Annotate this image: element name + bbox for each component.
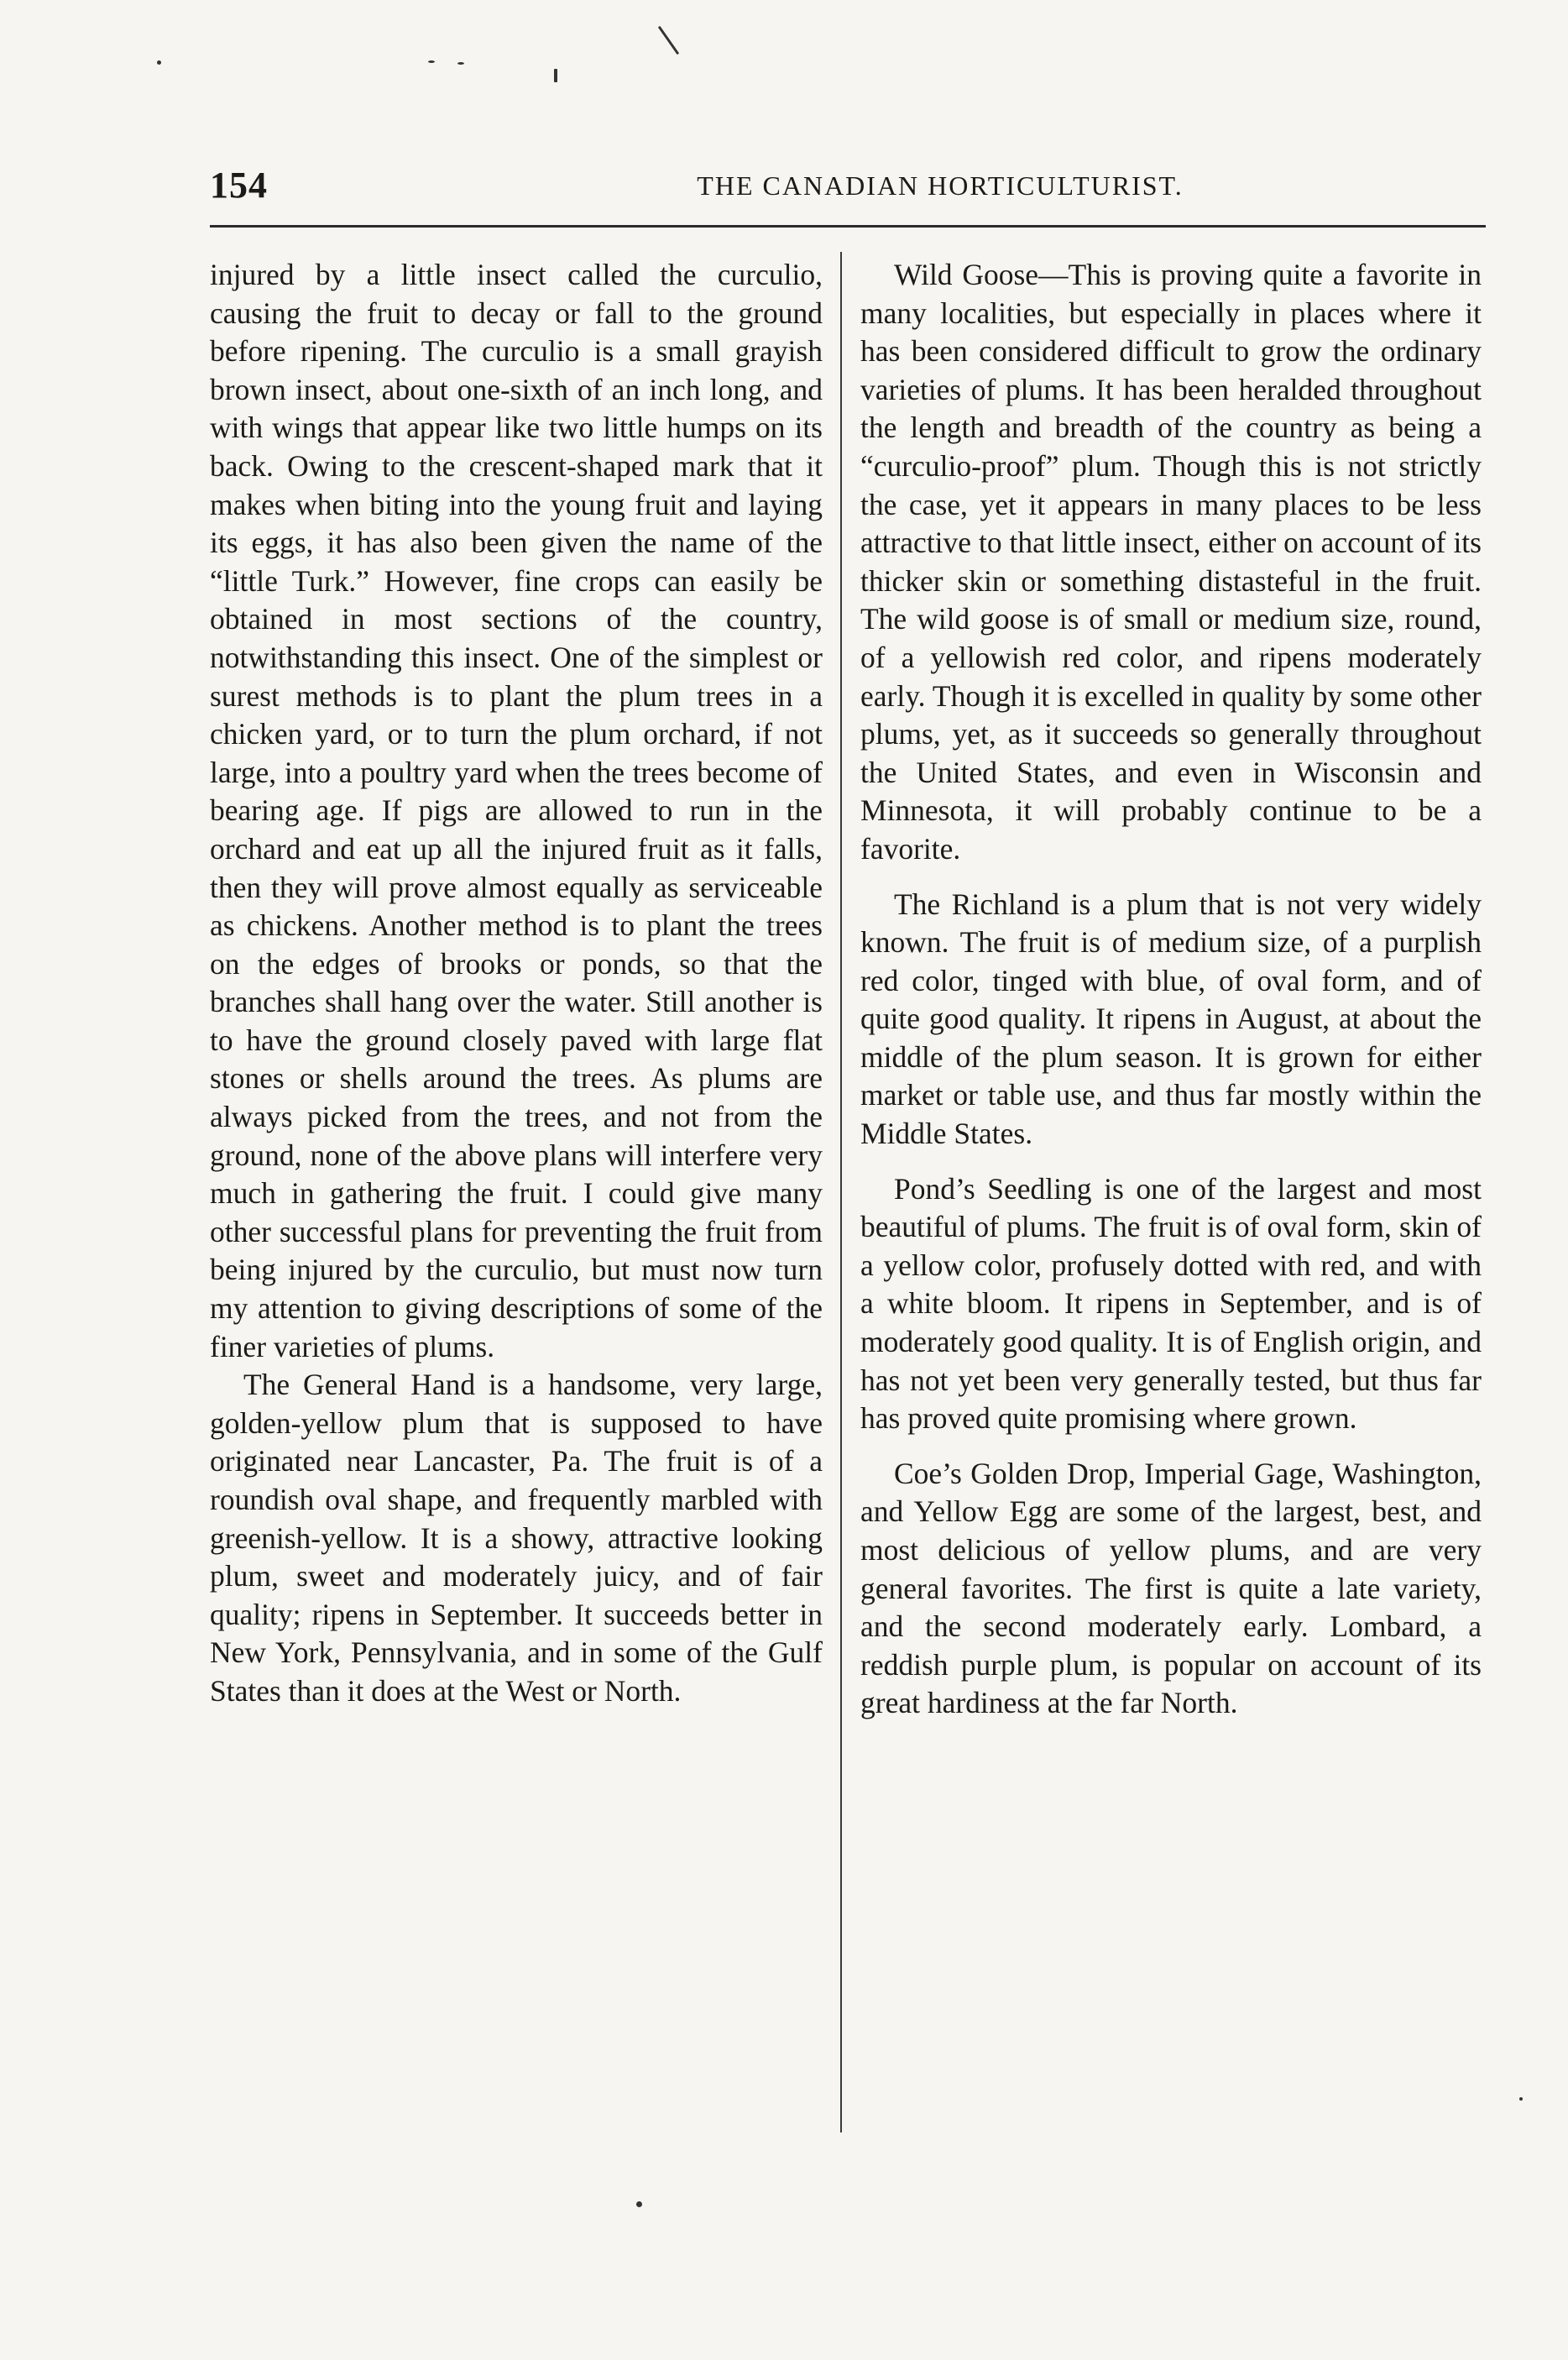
header-rule [210, 225, 1486, 228]
scan-speck [658, 26, 679, 55]
paragraph: injured by a little insect called the curculio, causing the fruit to decay or fall to the ground before ripening. The curculio is a small grayish brown insect, about one-sixth of an inch long, and with wings that appear like two little humps on its back. Owing to the crescent-shaped mark that it makes when biting into the young fruit and laying its eggs, it has also been given the name of the “little Turk.” However, fine crops can easily be obtained in most sections of the country, notwithstanding this insect. One of the simplest or surest methods is to plant the plum trees in a chicken yard, or to turn the plum orchard, if not large, into a poultry yard when the trees become of bearing age. If pigs are allowed to run in the orchard and eat up all the injured fruit as it falls, then they will prove almost equally as serviceable as chickens. Another method is to plant the trees on the edges of brooks or ponds, so that the branches shall hang over the water. Still another is to have the ground closely paved with large flat stones or shells around the trees. As plums are always picked from the trees, and not from the ground, none of the above plans will interfere very much in gathering the fruit. I could give many other successful plans for preventing the fruit from being injured by the curculio, but must now turn my attention to giving descriptions of some of the finer varieties of plums. [210, 258, 823, 1363]
left-column [210, 256, 823, 1711]
page-header [210, 164, 1486, 222]
paragraph: The General Hand is a handsome, very large, golden-yellow plum that is supposed to have originated near Lancaster, Pa. The fruit is of a roundish oval shape, and frequently marbled with greenish-yellow. It is a showy, attractive looking plum, sweet and moderately juicy, and of fair quality; ripens in September. It succeeds better in New York, Pennsylvania, and in some of the Gulf States than it does at the West or North. [210, 1368, 823, 1708]
scan-speck [428, 60, 435, 63]
scan-speck [636, 2201, 642, 2207]
scan-speck [554, 69, 557, 82]
scan-speck [157, 60, 161, 65]
scan-speck [1519, 2097, 1523, 2101]
scan-speck [457, 62, 464, 65]
paragraph: Coe’s Golden Drop, Imperial Gage, Washington, and Yellow Egg are some of the largest, best, and most delicious of yellow plums, and are very general favorites. The first is quite a late variety, and the second moderately early. Lombard, a reddish purple plum, is popular on account of its great hardiness at the far North. [860, 1456, 1482, 1720]
running-head: THE CANADIAN HORTICULTURIST. [697, 170, 1184, 201]
column-rule [840, 252, 842, 2132]
paragraph: Pond’s Seedling is one of the largest and most beautiful of plums. The fruit is of oval form, skin of a yellow color, profusely dotted with red, and with a white bloom. It ripens in September, and is of moderately good quality. It is of English origin, and has not yet been very generally tested, but thus far has proved quite promising where grown. [860, 1171, 1482, 1436]
right-column [860, 256, 1482, 1723]
paragraph: The Richland is a plum that is not very widely known. The fruit is of medium size, of a purplish red color, tinged with blue, of oval form, and of quite good quality. It ripens in August, at about the middle of the plum season. It is grown for either market or table use, and thus far mostly within the Middle States. [860, 887, 1482, 1151]
page-number: 154 [210, 165, 268, 206]
paragraph: Wild Goose—This is proving quite a favorite in many localities, but especially in places where it has been considered difficult to grow the ordinary varieties of plums. It has been heralded throughout the length and breadth of the country as being a “curculio-proof” plum. Though this is not strictly the case, yet it appears in many places to be less attractive to that little insect, either on account of its thicker skin or something distasteful in the fruit. The wild goose is of small or medium size, round, of a yellowish red color, and ripens moderately early. Though it is excelled in quality by some other plums, yet, as it succeeds so generally throughout the United States, and even in Wisconsin and Minnesota, it will probably continue to be a favorite. [860, 258, 1482, 866]
